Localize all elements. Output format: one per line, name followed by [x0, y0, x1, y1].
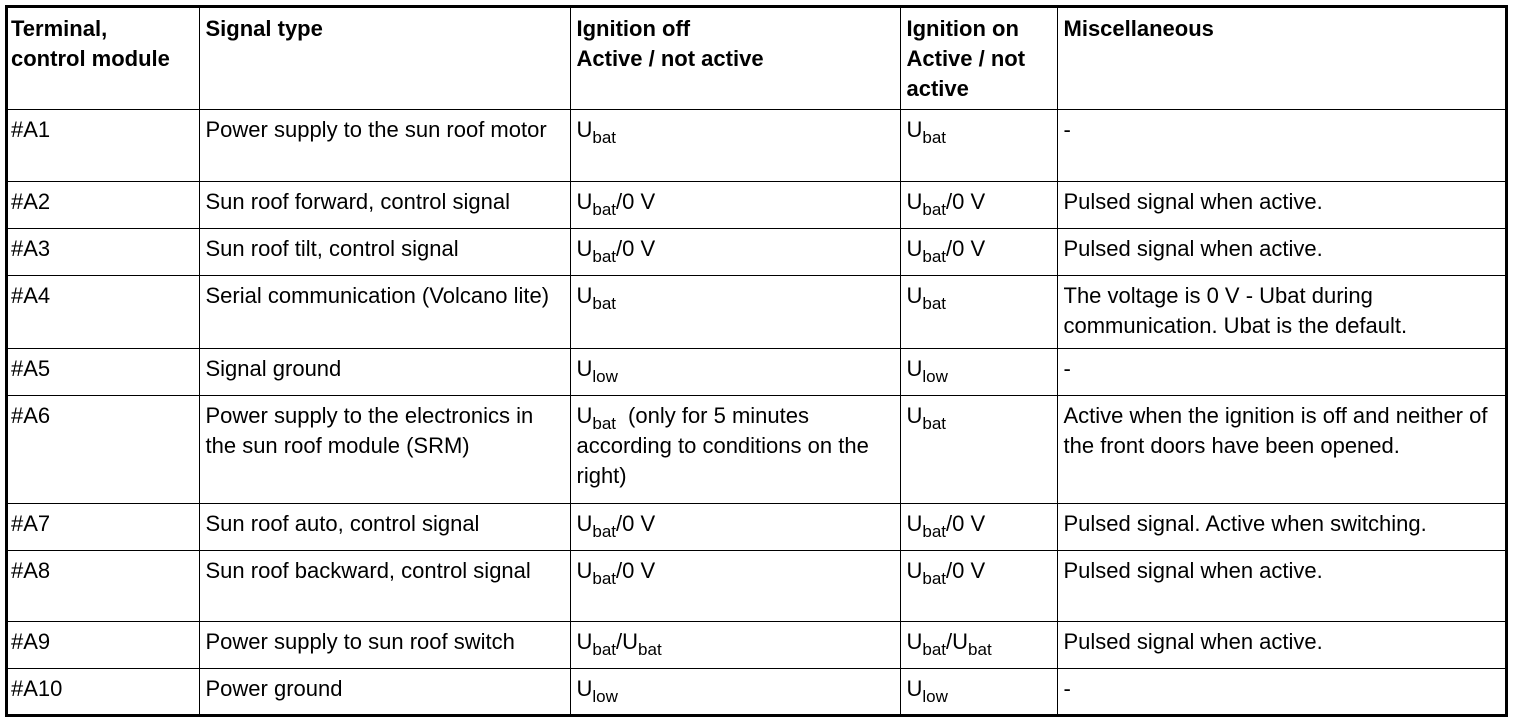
- miscellaneous-cell: [1057, 550, 1505, 621]
- voltage-value: [906, 628, 992, 659]
- ignition-off-cell: [570, 109, 900, 181]
- voltage-value: [576, 510, 656, 541]
- header-ignition-on: [900, 8, 1057, 109]
- voltage-base: U: [906, 282, 923, 308]
- voltage-subscript-2: bat: [638, 639, 662, 659]
- voltage-value: [906, 116, 947, 147]
- voltage-value: [906, 402, 947, 433]
- terminal-id: #A10: [11, 675, 63, 701]
- signal-type-text: Serial communication (Volcano lite): [205, 282, 550, 308]
- voltage-subscript: bat: [592, 293, 617, 313]
- voltage-value: [576, 628, 662, 659]
- terminal-signal-table: [8, 8, 1505, 715]
- signal-type-cell: [199, 181, 570, 228]
- voltage-suffix: /U: [616, 628, 639, 654]
- signal-type-cell: [199, 503, 570, 550]
- voltage-base: U: [576, 355, 593, 381]
- terminal-cell: [8, 503, 199, 550]
- header-signal-type-text: Signal type: [205, 16, 323, 41]
- terminal-cell: [8, 275, 199, 348]
- miscellaneous-cell: [1057, 348, 1505, 395]
- voltage-subscript: bat: [592, 413, 617, 433]
- header-ignition-off: [570, 8, 900, 109]
- terminal-cell: [8, 395, 199, 503]
- voltage-value: [576, 235, 656, 266]
- ignition-on-cell: [900, 228, 1057, 275]
- voltage-subscript: bat: [922, 639, 947, 659]
- voltage-value: [576, 188, 656, 219]
- voltage-subscript: bat: [592, 127, 617, 147]
- ignition-off-cell: [570, 228, 900, 275]
- signal-type-text: Sun roof auto, control signal: [205, 510, 480, 536]
- signal-type-cell: [199, 109, 570, 181]
- miscellaneous-text: Pulsed signal. Active when switching.: [1063, 510, 1427, 536]
- voltage-subscript: bat: [922, 413, 947, 433]
- voltage-base: U: [576, 116, 593, 142]
- terminal-cell: [8, 228, 199, 275]
- miscellaneous-cell: [1057, 621, 1505, 668]
- voltage-value: [906, 355, 948, 386]
- ignition-on-cell: [900, 109, 1057, 181]
- voltage-subscript-2: bat: [968, 639, 992, 659]
- voltage-base: U: [906, 510, 923, 536]
- header-ignition-on-line3: active: [906, 76, 969, 101]
- voltage-base: U: [906, 628, 923, 654]
- miscellaneous-text: The voltage is 0 V - Ubat during communication. Ubat is the default.: [1063, 282, 1408, 338]
- header-terminal-line1: Terminal,: [11, 16, 108, 41]
- miscellaneous-cell: [1057, 668, 1505, 715]
- miscellaneous-text: Pulsed signal when active.: [1063, 235, 1323, 261]
- voltage-suffix: /0 V: [946, 235, 986, 261]
- voltage-base: U: [576, 188, 593, 214]
- voltage-base: U: [906, 402, 923, 428]
- terminal-id: #A2: [11, 188, 51, 214]
- terminal-id: #A6: [11, 402, 51, 428]
- table-row: [8, 181, 1505, 228]
- voltage-value: [576, 557, 656, 588]
- voltage-value: [576, 282, 617, 313]
- voltage-subscript: low: [592, 366, 618, 386]
- voltage-subscript: bat: [922, 521, 947, 541]
- voltage-value: [906, 510, 986, 541]
- header-ignition-off-line1: Ignition off: [576, 16, 691, 41]
- voltage-subscript: bat: [922, 293, 947, 313]
- voltage-subscript: bat: [592, 521, 617, 541]
- voltage-base: U: [576, 510, 593, 536]
- signal-type-text: Power ground: [205, 675, 343, 701]
- voltage-suffix: /0 V: [946, 510, 986, 536]
- header-misc-text: Miscellaneous: [1063, 16, 1214, 41]
- table-body: [8, 109, 1505, 715]
- ignition-off-cell: [570, 550, 900, 621]
- voltage-value: [576, 355, 618, 386]
- signal-type-text: Signal ground: [205, 355, 342, 381]
- voltage-subscript: low: [592, 686, 618, 706]
- voltage-suffix: /0 V: [946, 557, 986, 583]
- voltage-suffix: /0 V: [616, 557, 656, 583]
- header-signal-type: [199, 8, 570, 109]
- ignition-off-cell: [570, 621, 900, 668]
- voltage-suffix: /0 V: [616, 235, 656, 261]
- terminal-id: #A1: [11, 116, 51, 142]
- miscellaneous-text: Pulsed signal when active.: [1063, 188, 1323, 214]
- voltage-subscript: bat: [922, 246, 947, 266]
- terminal-cell: [8, 181, 199, 228]
- miscellaneous-cell: [1057, 181, 1505, 228]
- header-ignition-on-line1: Ignition on: [906, 16, 1019, 41]
- voltage-subscript: low: [922, 686, 948, 706]
- voltage-value: [906, 675, 948, 706]
- table-row: [8, 395, 1505, 503]
- signal-type-text: Sun roof backward, control signal: [205, 557, 531, 583]
- voltage-base: U: [906, 188, 923, 214]
- ignition-on-cell: [900, 550, 1057, 621]
- ignition-off-cell: [570, 503, 900, 550]
- miscellaneous-text: -: [1063, 355, 1071, 381]
- voltage-base: U: [576, 235, 593, 261]
- signal-type-cell: [199, 228, 570, 275]
- voltage-base: U: [576, 402, 593, 428]
- table-row: [8, 109, 1505, 181]
- voltage-suffix: /0 V: [946, 188, 986, 214]
- signal-type-cell: [199, 621, 570, 668]
- voltage-base: U: [576, 628, 593, 654]
- header-ignition-off-line2: Active / not active: [576, 46, 764, 71]
- voltage-base: U: [906, 355, 923, 381]
- header-terminal: [8, 8, 199, 109]
- terminal-cell: [8, 348, 199, 395]
- miscellaneous-cell: [1057, 228, 1505, 275]
- terminal-cell: [8, 109, 199, 181]
- voltage-base: U: [906, 235, 923, 261]
- miscellaneous-cell: [1057, 503, 1505, 550]
- miscellaneous-text: Active when the ignition is off and neither of the front doors have been opened.: [1063, 402, 1488, 458]
- header-row: [8, 8, 1505, 109]
- voltage-value: [906, 282, 947, 313]
- ignition-off-cell: [570, 275, 900, 348]
- ignition-on-cell: [900, 621, 1057, 668]
- voltage-subscript: bat: [592, 639, 617, 659]
- signal-type-text: Power supply to the electronics in the sun roof module (SRM): [205, 402, 534, 458]
- voltage-subscript: bat: [592, 199, 617, 219]
- voltage-value: [576, 402, 617, 433]
- miscellaneous-text: Pulsed signal when active.: [1063, 557, 1323, 583]
- miscellaneous-cell: [1057, 275, 1505, 348]
- voltage-subscript: bat: [592, 568, 617, 588]
- signal-type-cell: [199, 275, 570, 348]
- terminal-id: #A5: [11, 355, 51, 381]
- voltage-subscript: bat: [922, 568, 947, 588]
- voltage-subscript: low: [922, 366, 948, 386]
- terminal-id: #A7: [11, 510, 51, 536]
- ignition-off-cell: [570, 395, 900, 503]
- voltage-base: U: [576, 557, 593, 583]
- voltage-base: U: [906, 557, 923, 583]
- signal-type-cell: [199, 668, 570, 715]
- voltage-base: U: [906, 675, 923, 701]
- voltage-subscript: bat: [592, 246, 617, 266]
- terminal-id: #A4: [11, 282, 51, 308]
- terminal-id: #A9: [11, 628, 51, 654]
- signal-type-cell: [199, 395, 570, 503]
- terminal-cell: [8, 621, 199, 668]
- signal-type-cell: [199, 550, 570, 621]
- voltage-base: U: [906, 116, 923, 142]
- voltage-suffix: /U: [946, 628, 969, 654]
- signal-type-text: Sun roof tilt, control signal: [205, 235, 459, 261]
- miscellaneous-text: -: [1063, 675, 1071, 701]
- terminal-id: #A3: [11, 235, 51, 261]
- ignition-on-cell: [900, 668, 1057, 715]
- terminal-id: #A8: [11, 557, 51, 583]
- voltage-value: [576, 675, 618, 706]
- miscellaneous-cell: [1057, 109, 1505, 181]
- voltage-base: U: [576, 282, 593, 308]
- ignition-on-cell: [900, 395, 1057, 503]
- header-miscellaneous: [1057, 8, 1505, 109]
- ignition-off-cell: [570, 348, 900, 395]
- ignition-off-cell: [570, 181, 900, 228]
- voltage-suffix: /0 V: [616, 188, 656, 214]
- ignition-on-cell: [900, 503, 1057, 550]
- signal-type-text: Power supply to sun roof switch: [205, 628, 515, 654]
- voltage-suffix: /0 V: [616, 510, 656, 536]
- ignition-on-cell: [900, 181, 1057, 228]
- voltage-base: U: [576, 675, 593, 701]
- header-terminal-line2: control module: [11, 46, 170, 71]
- ignition-on-cell: [900, 348, 1057, 395]
- signal-type-text: Power supply to the sun roof motor: [205, 116, 547, 142]
- terminal-cell: [8, 550, 199, 621]
- miscellaneous-text: -: [1063, 116, 1071, 142]
- header-ignition-on-line2: Active / not: [906, 46, 1026, 71]
- table-row: [8, 348, 1505, 395]
- voltage-value: [906, 188, 986, 219]
- miscellaneous-text: Pulsed signal when active.: [1063, 628, 1323, 654]
- table-row: [8, 621, 1505, 668]
- voltage-value: [906, 235, 986, 266]
- ignition-off-cell: [570, 668, 900, 715]
- voltage-value: [576, 116, 617, 147]
- terminal-cell: [8, 668, 199, 715]
- voltage-note: (only for 5 minutes according to conditions on the right): [576, 402, 869, 488]
- table-row: [8, 228, 1505, 275]
- signal-type-cell: [199, 348, 570, 395]
- signal-type-text: Sun roof forward, control signal: [205, 188, 510, 214]
- ignition-on-cell: [900, 275, 1057, 348]
- table-row: [8, 503, 1505, 550]
- miscellaneous-cell: [1057, 395, 1505, 503]
- voltage-value: [906, 557, 986, 588]
- table-row: [8, 668, 1505, 715]
- table-row: [8, 275, 1505, 348]
- signal-table-frame: [5, 5, 1508, 717]
- voltage-subscript: bat: [922, 199, 947, 219]
- table-row: [8, 550, 1505, 621]
- voltage-subscript: bat: [922, 127, 947, 147]
